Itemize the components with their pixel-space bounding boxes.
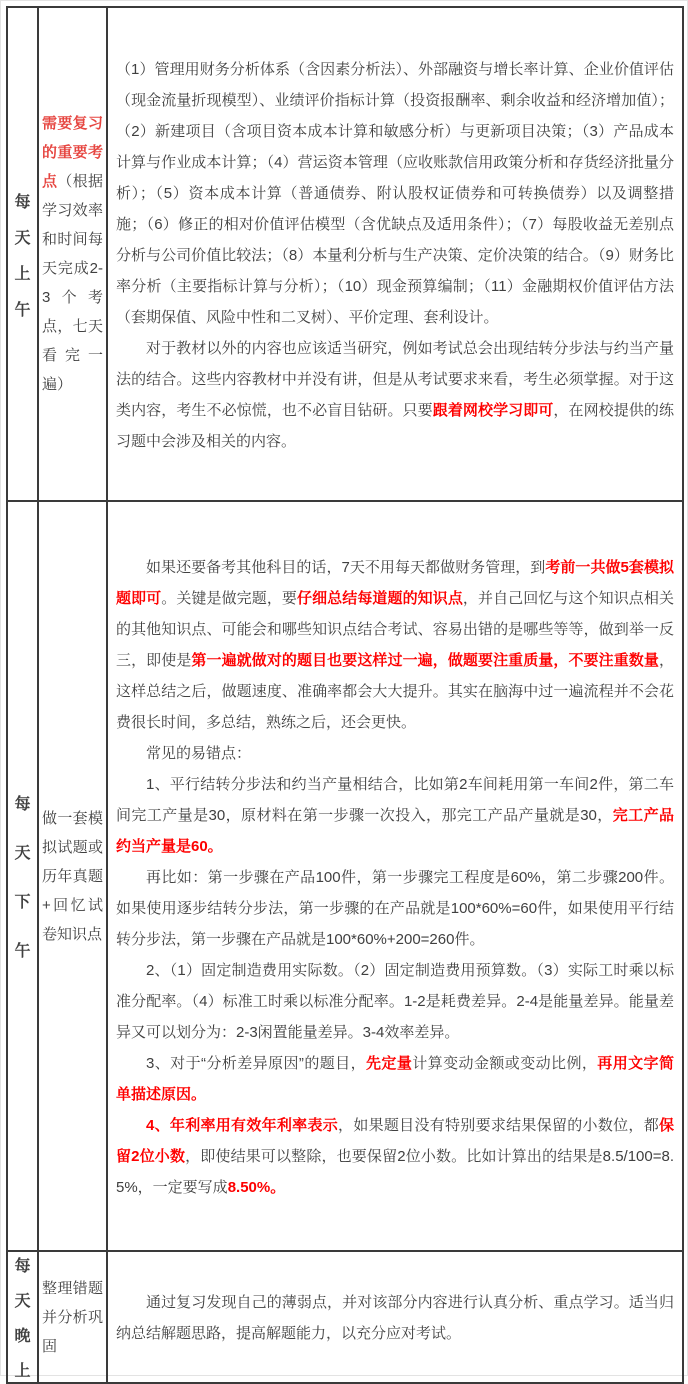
text-segment: 3、对于“分析差异原因”的题目， [146,1054,367,1072]
time-char: 上 [14,265,31,283]
text-segment: 整理错题并分析巩固 [42,1279,103,1355]
time-char: 上 [14,1363,31,1380]
text-segment: ，即使结果可以整除，也要保留2位小数。比如计算出的结果是8.5/100=8.5%，一定要写成 [116,1147,674,1196]
red-highlight-text: 考前一共做5套模拟题即可 [116,558,674,607]
table-row-evening [7,1251,683,1383]
paragraph [116,769,674,862]
time-cell-afternoon [7,501,38,1251]
red-highlight-text: 仔细总结每道题的知识点 [297,589,463,607]
red-highlight-text: 再用文字简单描述原因。 [116,1054,674,1103]
table-row-morning [7,7,683,501]
time-cell-morning [7,7,38,501]
text-segment: 。关键是做完题，要 [161,589,297,607]
red-highlight-text: 完工产品约当产量是60。 [116,806,674,855]
text-segment: 对于教材以外的内容也应该适当研究，例如考试总会出现结转分步法与约当产量法的结合。这些内容教材中并没有讲，但是从考试要求来看，考生必须掌握。对于这类内容，考生不必惊慌，也不必盲目钻研。只要 [116,339,674,419]
time-char: 每 [14,193,31,211]
time-cell-evening [7,1251,38,1383]
paragraph [116,54,674,333]
text-segment: （根据学习效率和时间每天完成2-3个考点，七天看完一遍） [42,173,103,393]
content-cell-afternoon [107,501,683,1251]
task-label-afternoon [42,804,103,949]
time-char: 天 [14,1293,31,1310]
study-plan-table [6,6,684,1384]
task-cell-afternoon [38,501,107,1251]
text-segment: 再比如：第一步骤在产品100件，第一步骤完工程度是60%，第二步骤200件。如果使用逐步结转分步法，第一步骤的在产品就是100*60%=60件，如果使用平行结转分步法，第一步骤在产品就是100*60%+200=260件。 [116,868,674,948]
paragraph [116,955,674,1048]
time-char: 每 [14,1258,31,1275]
red-highlight-text: 需要复习的重要考点 [42,115,103,190]
time-char: 晚 [14,1328,31,1345]
table-row-afternoon [7,501,683,1251]
paragraph [116,552,674,738]
text-segment: ，并自己回忆与这个知识点相关的其他知识点、可能会和哪些知识点结合考试、容易出错的是哪些等等，做到举一反三，即使是 [116,589,674,669]
paragraph [116,1048,674,1110]
task-cell-morning [38,7,107,501]
red-highlight-text: 4、年利率用有效年利率表示 [146,1116,339,1134]
text-segment: 如果还要备考其他科目的话，7天不用每天都做财务管理，到 [146,558,546,576]
text-segment: 1、平行结转分步法和约当产量相结合，比如第2车间耗用第一车间2件，第二车间完工产量是30，原材料在第一步骤一次投入，那完工产品产量就是30， [116,775,674,824]
time-char: 天 [14,845,31,862]
time-char: 每 [14,796,31,813]
task-label-morning [42,109,103,399]
content-cell-morning [107,7,683,501]
paragraph [116,1287,674,1349]
paragraph [116,333,674,457]
text-segment: 通过复习发现自己的薄弱点，并对该部分内容进行认真分析、重点学习。适当归纳总结解题思路，提高解题能力，以充分应对考试。 [116,1294,674,1342]
time-char: 天 [14,229,31,247]
task-cell-evening [38,1251,107,1383]
task-label-evening [42,1274,103,1361]
text-segment: ，在网校提供的练习题中会涉及相关的内容。 [116,401,674,450]
red-highlight-text: 8.50%。 [227,1178,286,1196]
content-paragraphs-afternoon [116,552,674,1203]
time-char: 午 [14,943,31,960]
red-highlight-text: 跟着网校学习即可 [432,401,554,419]
time-label-morning [9,189,36,320]
text-segment: ，如果题目没有特别要求结果保留的小数位，都 [338,1116,659,1134]
time-char: 午 [14,301,31,319]
red-highlight-text: 保留2位小数 [116,1116,674,1165]
paragraph [116,1110,674,1203]
text-segment: 做一套模拟试题或历年真题+回忆试卷知识点 [42,809,103,943]
red-highlight-text: 先定量 [366,1054,413,1072]
paragraph [116,862,674,955]
text-segment: （1）管理用财务分析体系（含因素分析法）、外部融资与增长率计算、企业价值评估（现金流量折现模型）、业绩评价指标计算（投资报酬率、剩余收益和经济增加值）；（2）新建项目（含项目资本成本计算和敏感分析）与更新项目决策；（3）产品成本计算与作业成本计算；（4）营运资本管理（应收账款信用政策分析和存货经济批量分析）；（5）资本成本计算（普通债券、附认股权证债券和可转换债券）以及调整措施；（6）修正的相对价值评估模型（含优缺点及适用条件）；（7）每股收益无差别点分析与公司价值比较法；（8）本量利分析与生产决策、定价决策的结合。（9）财务比率分析（主要指标计算与分析）；（10）现金预算编制；（11）金融期权价值评估方法（套期保值、风险中性和二叉树）、平价定理、套利设计。 [116,60,674,326]
red-highlight-text: 第一遍就做对的题目也要这样过一遍，做题要注重质量，不要注重数量 [191,651,659,669]
text-segment: 2、（1）固定制造费用实际数。（2）固定制造费用预算数。（3）实际工时乘以标准分配率。（4）标准工时乘以标准分配率。1-2是耗费差异。2-4是能量差异。能量差异又可以划分为：2-3闲置能量差异。3-4效率差异。 [116,961,674,1041]
text-segment: 常见的易错点： [146,744,252,762]
text-segment: 计算变动金额或变动比例， [412,1054,598,1072]
time-label-afternoon [9,791,36,961]
content-paragraphs-morning [116,54,674,457]
paragraph [116,738,674,769]
time-label-evening [9,1253,36,1381]
time-char: 下 [14,894,31,911]
content-cell-evening [107,1251,683,1383]
content-paragraphs-evening [116,1287,674,1349]
text-segment: ，这样总结之后，做题速度、准确率都会大大提升。其实在脑海中过一遍流程并不会花费很长时间，多总结，熟练之后，还会更快。 [116,651,674,731]
